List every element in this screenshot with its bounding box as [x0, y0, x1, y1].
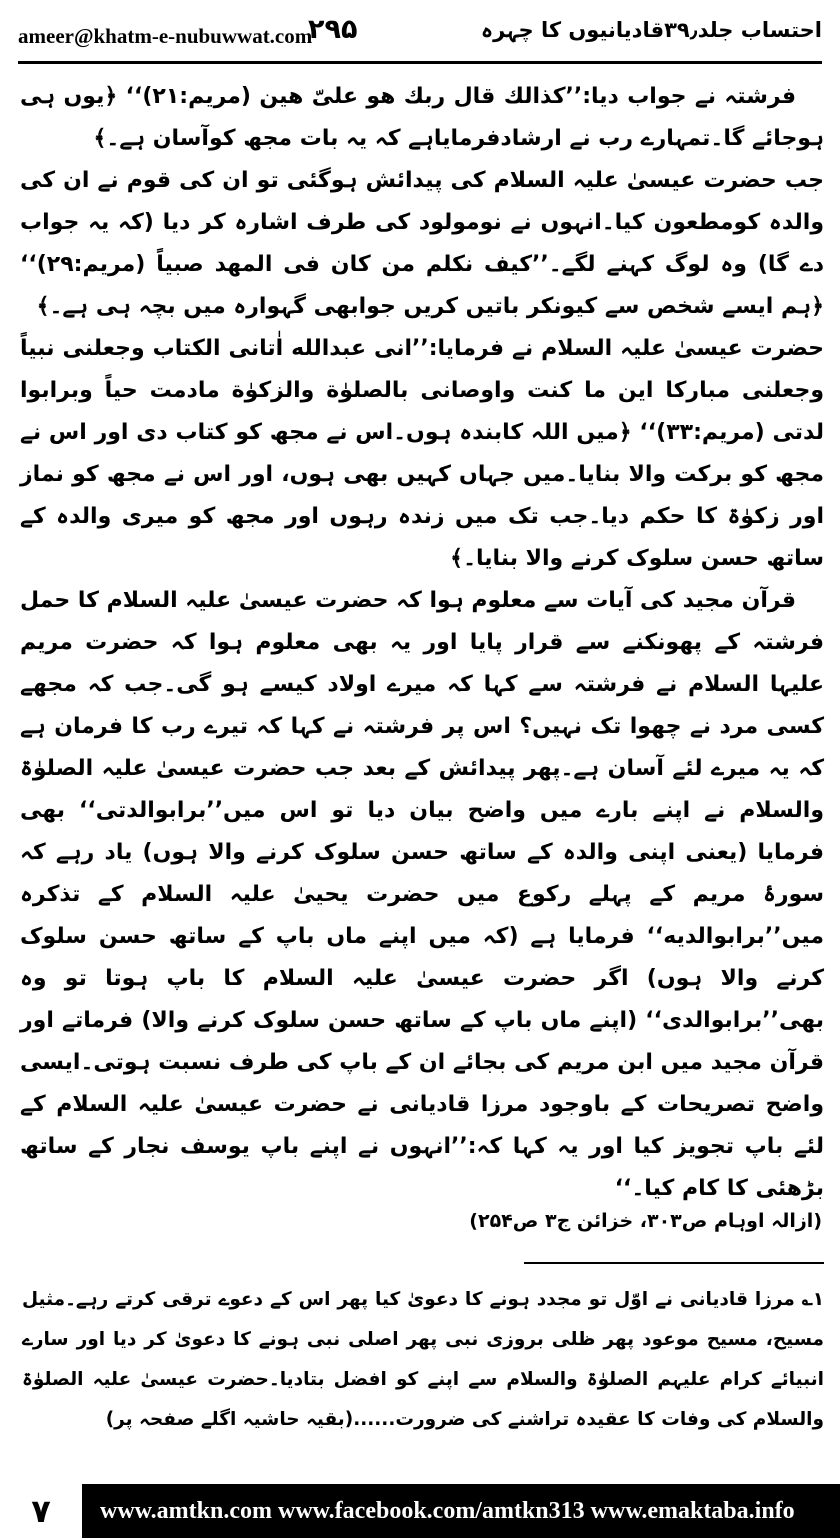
- reference-citation: (ازالہ اوہام ص۳۰۳، خزائن ج۳ ص۲۵۴): [469, 1210, 822, 1232]
- page-number: ۲۹۵: [308, 14, 358, 45]
- paragraph-quran-verses: قرآن مجید کی آیات سے معلوم ہوا کہ حضرت عیسیٰ علیہ السلام کا حمل فرشتہ کے پھونکنے سے قرار پایا اور یہ بھی معلوم ہوا کہ حضرت مریم علیہا السلام نے فرشتہ سے کہا کہ میرے اولاد کیسے ہو گی۔جب کہ مجھے کسی مرد نے چھوا تک نہیں؟ اس پر فرشتہ نے کہا کہ تیرے رب کا فرمان ہے کہ یہ میرے لئے آسان ہے۔پھر پیدائش کے بعد جب حضرت عیسیٰ علیہ الصلوٰۃ والسلام نے اپنے بارے میں واضح بیان دیا تو اس میں’’برابوالدتى‘‘ بھی فرمایا (یعنی اپنی والدہ کے ساتھ حسن سلوک کرنے والا ہوں) یاد رہے کہ سورۂ مریم کے پہلے رکوع میں حضرت یحییٰ علیہ السلام کے تذکرہ میں’’برابوالديه‘‘ فرمایا ہے (کہ میں اپنے ماں باپ کے ساتھ حسن سلوک کرنے والا ہوں) اگر حضرت عیسیٰ علیہ السلام کا باپ ہوتا تو وہ بھی’’برابوالدى‘‘ (اپنے ماں باپ کے ساتھ حسن سلوک کرنے والا) فرماتے اور قرآن مجید میں ابن مریم کی بجائے ان کے باپ کی طرف نسبت ہوتی۔ایسی واضح تصریحات کے باوجود مرزا قادیانی نے حضرت عیسیٰ علیہ السلام کے لئے باپ تجویز کیا اور یہ کہا کہ:’’انہوں نے اپنے باپ یوسف نجار کے ساتھ بڑھئی کا کام کیا۔‘‘: [20, 588, 824, 1201]
- footnote: [22, 1280, 824, 1440]
- footer-bar: [0, 1484, 840, 1538]
- book-title: احتساب جلد۳۹٫قادیانیوں کا چہرہ: [480, 18, 822, 42]
- footer-urls: www.amtkn.com www.facebook.com/amtkn313 www.emaktaba.info: [100, 1498, 795, 1524]
- header-email: ameer@khatm-e-nubuwwat.com: [18, 24, 313, 48]
- footnote-divider: [524, 1262, 824, 1264]
- sheet-number: ۷: [0, 1484, 82, 1538]
- paragraph-angel-reply: فرشتہ نے جواب دیا:’’کذالك قال ربك هو علىّ هين (مريم:٢١)‘‘ ﴿یوں ہی ہوجائے گا۔تمہارے رب نے ارشادفرمایاہے کہ یہ بات مجھ کوآسان ہے۔﴾: [20, 84, 824, 151]
- footnote-text: ۱؎ مرزا قادیانی نے اوّل تو مجدد ہونے کا دعویٰ کیا پھر اس کے دعوے ترقی کرتے رہے۔مثیل مسیح، مسیح موعود پھر ظلی بروزی نبی پھر اصلی نبی ہونے کا دعویٰ کر دیا اور سارے انبیائے کرام علیہم الصلوٰۃ والسلام سے اپنے کو افضل بتادیا۔حضرت عیسیٰ علیہ الصلوٰۃ والسلام کی وفات کا عقیدہ تراشنے کی ضرورت......(بقیہ حاشیہ اگلے صفحہ پر): [22, 1289, 824, 1430]
- paragraph-jesus-speech: حضرت عیسیٰ علیہ السلام نے فرمایا:’’انى عبدالله اٰتانى الكتاب وجعلنى نبياً وجعلنى مباركا اين ما كنت واوصانى بالصلوٰة والزكوٰة مادمت حياً وبرابوا لدتى (مريم:٣٣)‘‘ ﴿میں اللہ کابندہ ہوں۔اس نے مجھ کو کتاب دی اور اس نے مجھ کو برکت والا بنایا۔میں جہاں کہیں بھی ہوں، اور اس نے مجھ کو نماز اور زکوٰۃ کا حکم دیا۔جب تک میں زندہ رہوں اور مجھ کو میری والدہ کے ساتھ حسن سلوک کرنے والا بنایا۔﴾: [20, 336, 824, 571]
- paragraph-birth: جب حضرت عیسیٰ علیہ السلام کی پیدائش ہوگئی تو ان کی قوم نے ان کی والدہ کومطعون کیا۔انہوں نے نومولود کی طرف اشارہ کر دیا (کہ یہ جواب دے گا) وہ لوگ کہنے لگے۔’’كيف نكلم من كان فى المهد صبياً (مريم:٢٩)‘‘ ﴿ہم ایسے شخص سے کیونکر باتیں کریں جوابھی گہوارہ میں بچہ ہی ہے۔﴾: [20, 168, 824, 319]
- page-header: [18, 10, 822, 64]
- main-text: [20, 76, 824, 1210]
